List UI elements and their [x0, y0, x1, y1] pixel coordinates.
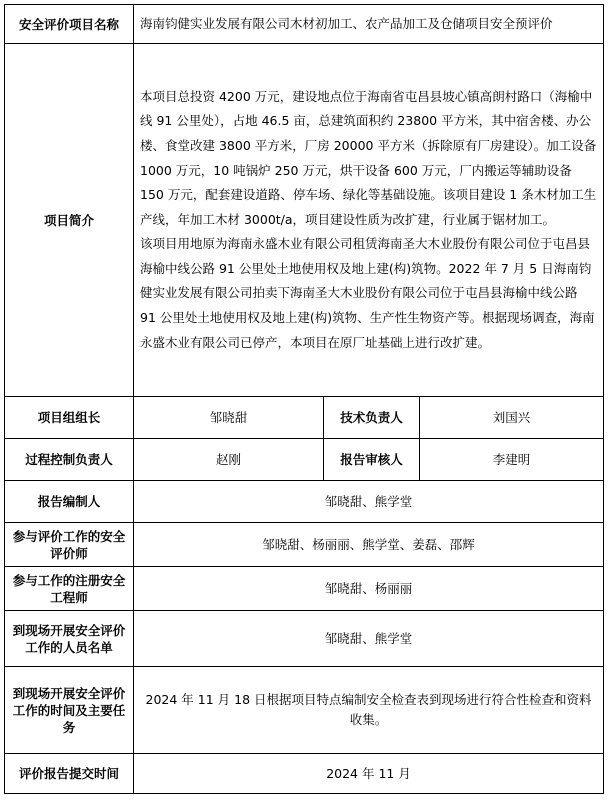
report-authors-label: 报告编制人: [5, 481, 134, 523]
tech-lead-label: 技术负责人: [324, 397, 420, 439]
report-authors-value: 邹晓甜、熊学堂: [134, 481, 604, 523]
onsite-time-value: 2024 年 11 月 18 日根据项目特点编制安全检查表到现场进行符合性检查和资料收集。: [134, 667, 604, 754]
engineers-value: 邹晓甜、杨丽丽: [134, 567, 604, 611]
row-project-name: [5, 5, 604, 44]
tech-lead-value: 刘国兴: [420, 397, 604, 439]
intro-paragraph-1: 本项目总投资 4200 万元，建设地点位于海南省屯昌县坡心镇高朗村路口（海榆中线 91 公里处），占地 46.5 亩，总建筑面积约 23800 平方米，其中宿舍楼、办公楼、食堂改建 3800 平方米，厂房 20000 平方米（拆除原有厂房建设）。加工设备 1000 万元，10 吨锅炉 250 万元，烘干设备 600 万元，厂内搬运等辅助设备 150 万元，配套建设道路、停车场、绿化等基础设施。该项目建设 1 条木材加工生产线，年加工木材 3000t/a，项目建设性质为改扩建，行业属于锯材加工。: [140, 88, 597, 227]
row-evaluators: [5, 523, 604, 567]
onsite-time-label: 到现场开展安全评价工作的时间及主要任务: [5, 667, 134, 754]
row-engineers: [5, 567, 604, 611]
engineers-label: 参与工作的注册安全工程师: [5, 567, 134, 611]
project-info-table: [4, 4, 604, 794]
row-intro: [5, 44, 604, 397]
onsite-staff-value: 邹晓甜、熊学堂: [134, 611, 604, 667]
project-name-label: 安全评价项目名称: [5, 5, 134, 44]
team-leader-label: 项目组组长: [5, 397, 134, 439]
report-reviewer-label: 报告审核人: [324, 439, 420, 481]
evaluators-label: 参与评价工作的安全评价师: [5, 523, 134, 567]
evaluators-value: 邹晓甜、杨丽丽、熊学堂、姜磊、邵辉: [134, 523, 604, 567]
intro-paragraph-2: 该项目用地原为海南永盛木业有限公司租赁海南圣大木业股份有限公司位于屯昌县海榆中线公路 91 公里处土地使用权及地上建(构)筑物。2022 年 7 月 5 日海南钧健实业发展有限公司拍卖下海南圣大木业股份有限公司位于屯昌县海榆中线公路 91 公里处土地使用权及地上建(构)筑物、生产性生物资产等。根据现场调查，海南永盛木业有限公司已停产，本项目在原厂址基础上进行改扩建。: [140, 236, 595, 350]
team-leader-value: 邹晓甜: [134, 397, 324, 439]
row-submit-time: [5, 754, 604, 794]
row-onsite-staff: [5, 611, 604, 667]
process-control-label: 过程控制负责人: [5, 439, 134, 481]
intro-content: [134, 44, 604, 397]
row-report-authors: [5, 481, 604, 523]
process-control-value: 赵刚: [134, 439, 324, 481]
row-process-control: [5, 439, 604, 481]
row-onsite-time: [5, 667, 604, 754]
onsite-staff-label: 到现场开展安全评价工作的人员名单: [5, 611, 134, 667]
report-reviewer-value: 李建明: [420, 439, 604, 481]
project-name-value: 海南钧健实业发展有限公司木材初加工、农产品加工及仓储项目安全预评价: [134, 5, 604, 44]
submit-time-value: 2024 年 11 月: [134, 754, 604, 794]
row-team-leader: [5, 397, 604, 439]
submit-time-label: 评价报告提交时间: [5, 754, 134, 794]
intro-label: 项目简介: [5, 44, 134, 397]
